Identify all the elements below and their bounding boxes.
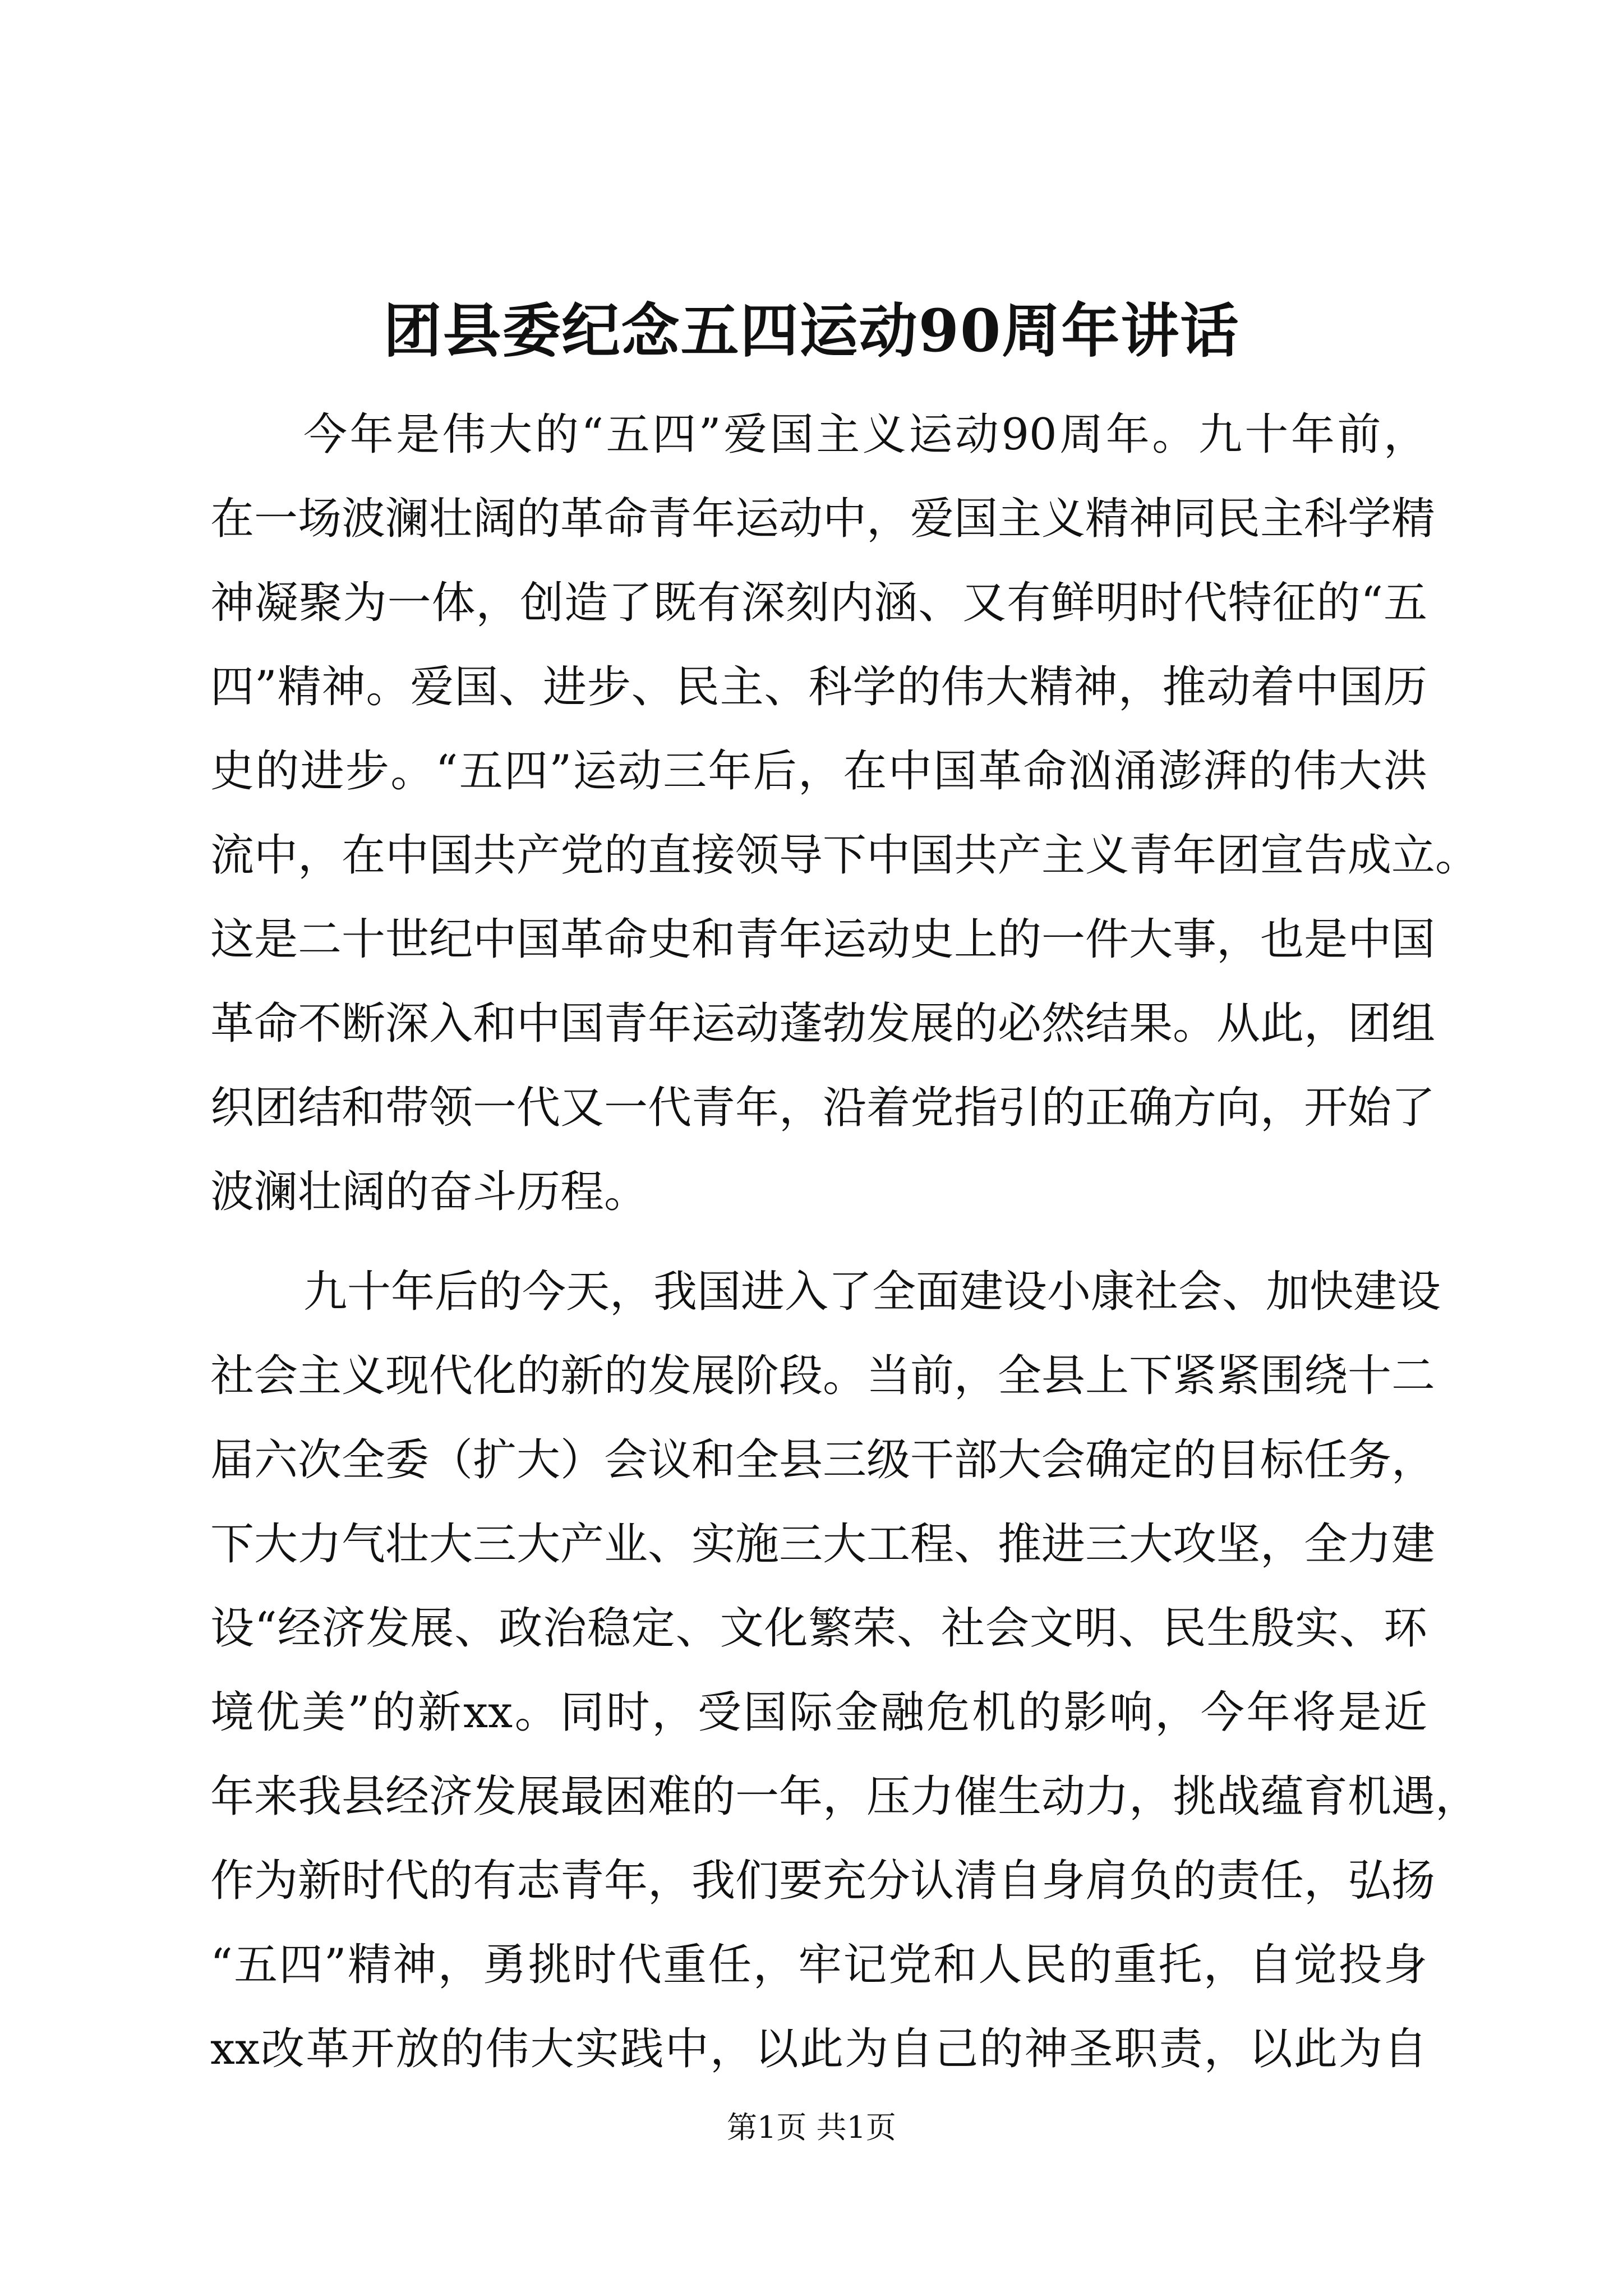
text-line: 织团结和带领一代又一代青年，沿着党指引的正确方向，开始了 — [210, 1083, 1436, 1133]
text-line: 届六次全委（扩大）会议和全县三级干部大会确定的目标任务， — [210, 1435, 1436, 1485]
text-line: 史的进步。“五四”运动三年后，在中国革命汹涌澎湃的伟大洪 — [210, 746, 1427, 797]
page-number-footer: 第1页 共1页 — [727, 2110, 896, 2145]
text-line: 今年是伟大的“五四”爱国主义运动90周年。九十年前， — [303, 409, 1427, 460]
text-line: 年来我县经济发展最困难的一年，压力催生动力，挑战蕴育机遇， — [210, 1772, 1479, 1822]
text-line: 神凝聚为一体，创造了既有深刻内涵、又有鲜明时代特征的“五 — [210, 578, 1427, 628]
text-line: 设“经济发展、政治稳定、文化繁荣、社会文明、民生殷实、环 — [210, 1603, 1427, 1654]
document-body — [210, 393, 1479, 2091]
text-line: 社会主义现代化的新的发展阶段。当前，全县上下紧紧围绕十二 — [210, 1351, 1436, 1401]
text-line: “五四”精神，勇挑时代重任，牢记党和人民的重托，自觉投身 — [210, 1940, 1427, 1990]
text-line: 四”精神。爱国、进步、民主、科学的伟大精神，推动着中国历 — [210, 662, 1427, 712]
text-line: xx改革开放的伟大实践中，以此为自己的神圣职责，以此为自 — [210, 2024, 1427, 2074]
text-line: 下大力气壮大三大产业、实施三大工程、推进三大攻坚，全力建 — [210, 1519, 1436, 1570]
text-line: 境优美”的新xx。同时，受国际金融危机的影响，今年将是近 — [210, 1687, 1427, 1738]
text-line: 九十年后的今天，我国进入了全面建设小康社会、加快建设 — [303, 1267, 1441, 1317]
text-line: 作为新时代的有志青年，我们要充分认清自身肩负的责任，弘扬 — [210, 1856, 1436, 1906]
text-line: 流中，在中国共产党的直接领导下中国共产主义青年团宣告成立。 — [210, 830, 1479, 881]
text-line: 这是二十世纪中国革命史和青年运动史上的一件大事，也是中国 — [210, 914, 1436, 965]
text-line: 在一场波澜壮阔的革命青年运动中，爱国主义精神同民主科学精 — [210, 494, 1436, 544]
text-line: 波澜壮阔的奋斗历程。 — [210, 1167, 648, 1217]
paragraph — [210, 393, 1479, 1234]
text-line: 革命不断深入和中国青年运动蓬勃发展的必然结果。从此，团组 — [210, 999, 1436, 1049]
paragraph — [210, 1250, 1479, 2091]
document-title: 团县委纪念五四运动90周年讲话 — [383, 296, 1240, 365]
